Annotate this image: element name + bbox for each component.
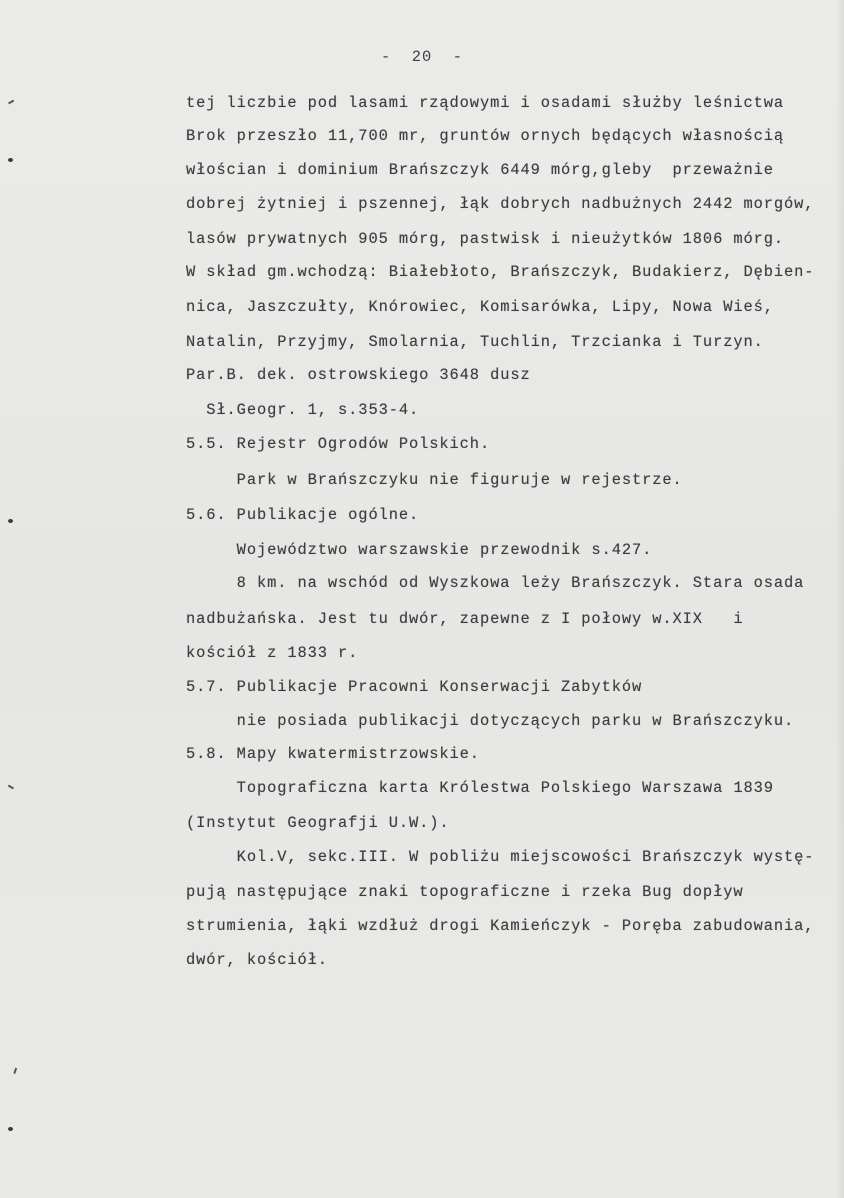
text-line: Sł.Geogr. 1, s.353-4. [186,401,420,419]
margin-punch-mark [8,1127,13,1131]
margin-tick-mark [13,1068,16,1074]
text-line: W skład gm.wchodzą: Białebłoto, Brańszczyk, Budakierz, Dębien- [186,263,815,281]
text-line: pują następujące znaki topograficzne i rzeka Bug dopływ [186,883,744,901]
text-line: nica, Jaszczułty, Knórowiec, Komisarówka, Lipy, Nowa Wieś, [186,298,774,316]
text-line: Kol.V, sekc.III. W pobliżu miejscowości Brańszczyk wystę- [186,848,815,866]
text-line: Par.B. dek. ostrowskiego 3648 dusz [186,366,531,384]
text-line: Park w Brańszczyku nie figuruje w rejestrze. [186,471,683,489]
text-line: dobrej żytniej i pszennej, łąk dobrych nadbużnych 2442 morgów, [186,195,815,213]
text-line: lasów prywatnych 905 mórg, pastwisk i nieużytków 1806 mórg. [186,230,785,248]
text-line: włościan i dominium Brańszczyk 6449 mórg,gleby przeważnie [186,161,774,179]
text-line: tej liczbie pod lasami rządowymi i osadami służby leśnictwa [186,94,785,112]
text-line: dwór, kościół. [186,951,328,969]
page-fold-shadow [835,0,844,1198]
text-line: (Instytut Geografji U.W.). [186,814,450,832]
text-line: kościół z 1833 r. [186,644,359,662]
margin-tick-mark [8,785,14,789]
page-number: - 20 - [381,48,463,66]
text-line: 5.7. Publikacje Pracowni Konserwacji Zabytków [186,678,643,696]
text-line: Województwo warszawskie przewodnik s.427. [186,541,653,559]
margin-punch-mark [8,519,13,523]
text-line: nie posiada publikacji dotyczących parku w Brańszczyku. [186,712,795,730]
text-line: 5.8. Mapy kwatermistrzowskie. [186,745,480,763]
text-line: 8 km. na wschód od Wyszkowa leży Brańszczyk. Stara osada [186,574,805,592]
margin-tick-mark [8,100,14,104]
text-line: Natalin, Przyjmy, Smolarnia, Tuchlin, Trzcianka i Turzyn. [186,333,764,351]
text-line: 5.6. Publikacje ogólne. [186,506,420,524]
text-line: strumienia, łąki wzdłuż drogi Kamieńczyk - Poręba zabudowania, [186,917,815,935]
text-line: Brok przeszło 11,700 mr, gruntów ornych będących własnością [186,127,785,145]
text-line: Topograficzna karta Królestwa Polskiego Warszawa 1839 [186,779,774,797]
margin-punch-mark [8,158,13,162]
text-line: 5.5. Rejestr Ogrodów Polskich. [186,435,491,453]
text-line: nadbużańska. Jest tu dwór, zapewne z I połowy w.XIX i [186,610,744,628]
